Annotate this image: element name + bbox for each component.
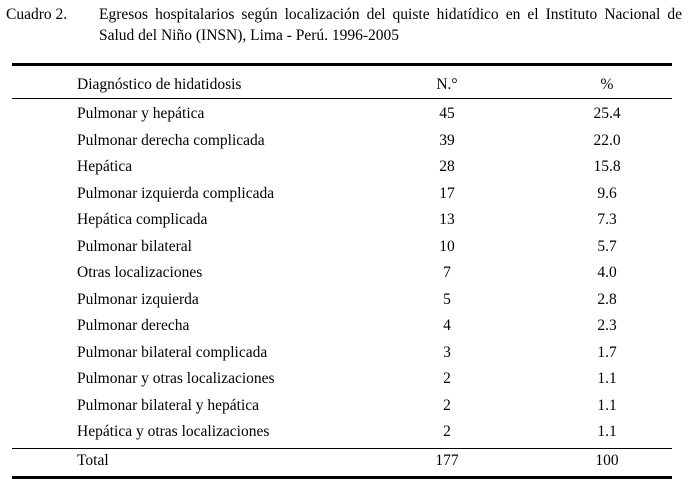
table-row [12, 340, 672, 367]
total-percent: 100 [595, 452, 619, 469]
table-total-row [12, 448, 672, 475]
cell-percent: 2.3 [597, 317, 617, 334]
cell-count: 2 [443, 423, 451, 440]
cell-percent: 2.8 [597, 290, 617, 308]
cell-percent: 1.7 [597, 343, 617, 361]
cell-count: 2 [443, 370, 451, 387]
cell-count: 17 [439, 184, 455, 202]
cell-percent: 1.1 [597, 370, 617, 387]
cell-percent: 1.1 [597, 396, 617, 414]
cell-diagnosis: Pulmonar izquierda complicada [77, 184, 275, 202]
cell-count: 45 [439, 105, 455, 122]
table-bottom-rule [12, 476, 672, 479]
cell-percent: 25.4 [593, 105, 621, 122]
table-row [12, 154, 672, 181]
cell-diagnosis: Pulmonar izquierda [77, 290, 199, 308]
table-row [12, 419, 672, 446]
cell-percent: 4.0 [597, 264, 617, 281]
cell-count: 2 [443, 396, 451, 414]
table-header-row [12, 72, 672, 99]
cell-diagnosis: Pulmonar derecha [77, 317, 190, 334]
cell-count: 13 [439, 211, 455, 228]
cell-count: 10 [439, 237, 455, 255]
cell-diagnosis: Pulmonar bilateral y hepática [77, 396, 260, 414]
header-diagnosis: Diagnóstico de hidatidosis [77, 76, 242, 93]
caption-label: Cuadro 2. [6, 6, 68, 23]
table-row [12, 101, 672, 128]
cell-diagnosis: Hepática y otras localizaciones [77, 423, 270, 440]
cell-diagnosis: Pulmonar bilateral complicada [77, 343, 268, 361]
cell-percent: 9.6 [597, 184, 617, 202]
table-row [12, 234, 672, 261]
cell-percent: 15.8 [593, 158, 621, 175]
total-label: Total [77, 452, 109, 469]
cell-count: 28 [439, 158, 455, 175]
table-row [12, 207, 672, 234]
cell-percent: 1.1 [597, 423, 617, 440]
table-top-rule [12, 63, 672, 66]
cell-percent: 22.0 [593, 131, 621, 149]
table-row [12, 366, 672, 393]
cell-diagnosis: Pulmonar bilateral [77, 237, 192, 255]
table-row [12, 260, 672, 287]
table-row [12, 393, 672, 420]
total-count: 177 [435, 452, 459, 469]
cell-diagnosis: Pulmonar y hepática [77, 105, 205, 122]
cell-count: 39 [439, 131, 455, 149]
cell-count: 4 [443, 317, 451, 334]
cell-diagnosis: Hepática complicada [77, 211, 208, 228]
table-row [12, 128, 672, 155]
cell-diagnosis: Otras localizaciones [77, 264, 203, 281]
caption-text: Egresos hospitalarios según localización del quiste hidatídico en el Instituto Nacional de Salud del Niño (INSN), Lima - Perú. 1996-2005 [99, 6, 682, 44]
cell-diagnosis: Pulmonar y otras localizaciones [77, 370, 275, 387]
cell-count: 7 [443, 264, 451, 281]
cell-percent: 5.7 [597, 237, 617, 255]
table-row [12, 313, 672, 340]
header-rule [12, 98, 672, 99]
cell-diagnosis: Pulmonar derecha complicada [77, 131, 265, 149]
cell-diagnosis: Hepática [77, 158, 133, 175]
header-count: N.° [436, 76, 458, 93]
table-row [12, 181, 672, 208]
cell-percent: 7.3 [597, 211, 617, 228]
cell-count: 3 [443, 343, 451, 361]
header-percent: % [600, 76, 614, 93]
table-row [12, 287, 672, 314]
cell-count: 5 [443, 290, 451, 308]
